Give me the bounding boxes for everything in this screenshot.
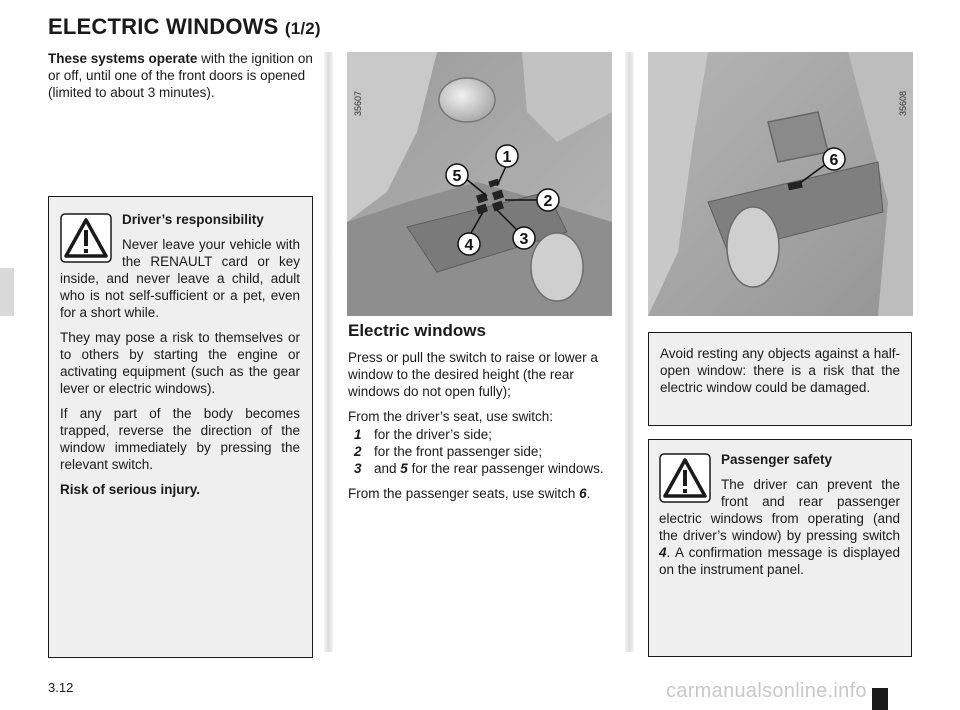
callout-3: 3 — [519, 231, 529, 248]
list-item — [348, 460, 613, 477]
warning-triangle-icon — [659, 453, 711, 503]
switch-description: for the driver’s side; — [374, 427, 493, 442]
section-paragraph: Press or pull the switch to raise or lower a window to the desired height (the rear windows do not open fully); — [348, 350, 598, 399]
callout-6: 6 — [829, 152, 839, 169]
note-text: Avoid resting any objects against a half-open window: there is a risk that the electric window could be damaged. — [660, 346, 900, 395]
callout-2: 2 — [543, 193, 553, 210]
photo-reference-code: 35608 — [898, 90, 908, 116]
column-divider — [324, 52, 333, 652]
note-box — [648, 332, 912, 426]
switch-description: for the front passenger side; — [374, 444, 543, 459]
column-divider — [625, 52, 634, 652]
switch-number: 3 — [354, 461, 362, 476]
intro-rest: with the ignition on or off, until one of the front doors is opened (limited to about 3 minutes). — [48, 51, 313, 100]
warning-triangle-icon — [60, 213, 112, 263]
section-body — [348, 349, 613, 510]
passenger-seats-text: From the passenger seats, use switch — [348, 486, 576, 501]
section-heading: Electric windows — [348, 321, 486, 340]
switch-number: 6 — [579, 486, 587, 501]
watermark: carmanualsonline.info — [666, 680, 867, 702]
intro-lead: These systems operate — [48, 51, 198, 66]
warning-box-driver-responsibility — [48, 196, 313, 658]
list-item — [348, 426, 613, 443]
switch-description: for the rear passenger windows. — [411, 461, 604, 476]
warning-text: . A confirmation message is displayed on the instrument panel. — [659, 545, 900, 577]
list-item — [348, 443, 613, 460]
callout-4: 4 — [464, 237, 474, 254]
intro-paragraph — [48, 50, 314, 101]
door-switches-photo — [347, 52, 612, 316]
page-title-main: ELECTRIC WINDOWS — [48, 14, 279, 39]
warning-paragraph: They may pose a risk to themselves or to others by starting the engine or activating equipment (such as the gear lever or electric windows). — [60, 330, 300, 396]
switch-list — [348, 426, 613, 477]
section-paragraph — [348, 485, 613, 502]
warning-heading: Driver’s responsibility — [122, 212, 264, 227]
chapter-tab — [0, 268, 14, 316]
warning-heading: Passenger safety — [721, 452, 833, 467]
switch-number: 2 — [354, 444, 362, 459]
callout-5: 5 — [452, 168, 462, 185]
warning-box-passenger-safety — [648, 439, 912, 657]
switch-number: 4 — [659, 545, 667, 560]
section-paragraph: From the driver’s seat, use switch: — [348, 409, 554, 424]
warning-risk: Risk of serious injury. — [60, 482, 201, 497]
warning-text: The driver can prevent the front and rear passenger electric windows from operating (and the driver’s window) by pressing switch — [659, 477, 900, 543]
page-title-part: (1/2) — [284, 19, 321, 38]
warning-paragraph: If any part of the body becomes trapped, reverse the direction of the window immediately by pressing the relevant switch. — [60, 406, 300, 472]
callout-1: 1 — [502, 149, 512, 166]
passenger-switch-photo — [648, 52, 913, 316]
photo-reference-code: 35607 — [353, 90, 363, 116]
page-number: 3.12 — [48, 680, 74, 695]
page-edge-mark — [872, 688, 888, 710]
switch-number: 5 — [400, 461, 408, 476]
switch-number: 1 — [354, 427, 362, 442]
warning-paragraph: Never leave your vehicle with the RENAULT card or key inside, and never leave a child, adult who is not self-sufficient or a pet, even for a short while. — [60, 237, 300, 320]
period: . — [586, 486, 591, 501]
page-title — [48, 14, 321, 40]
switch-description: and — [374, 461, 397, 476]
